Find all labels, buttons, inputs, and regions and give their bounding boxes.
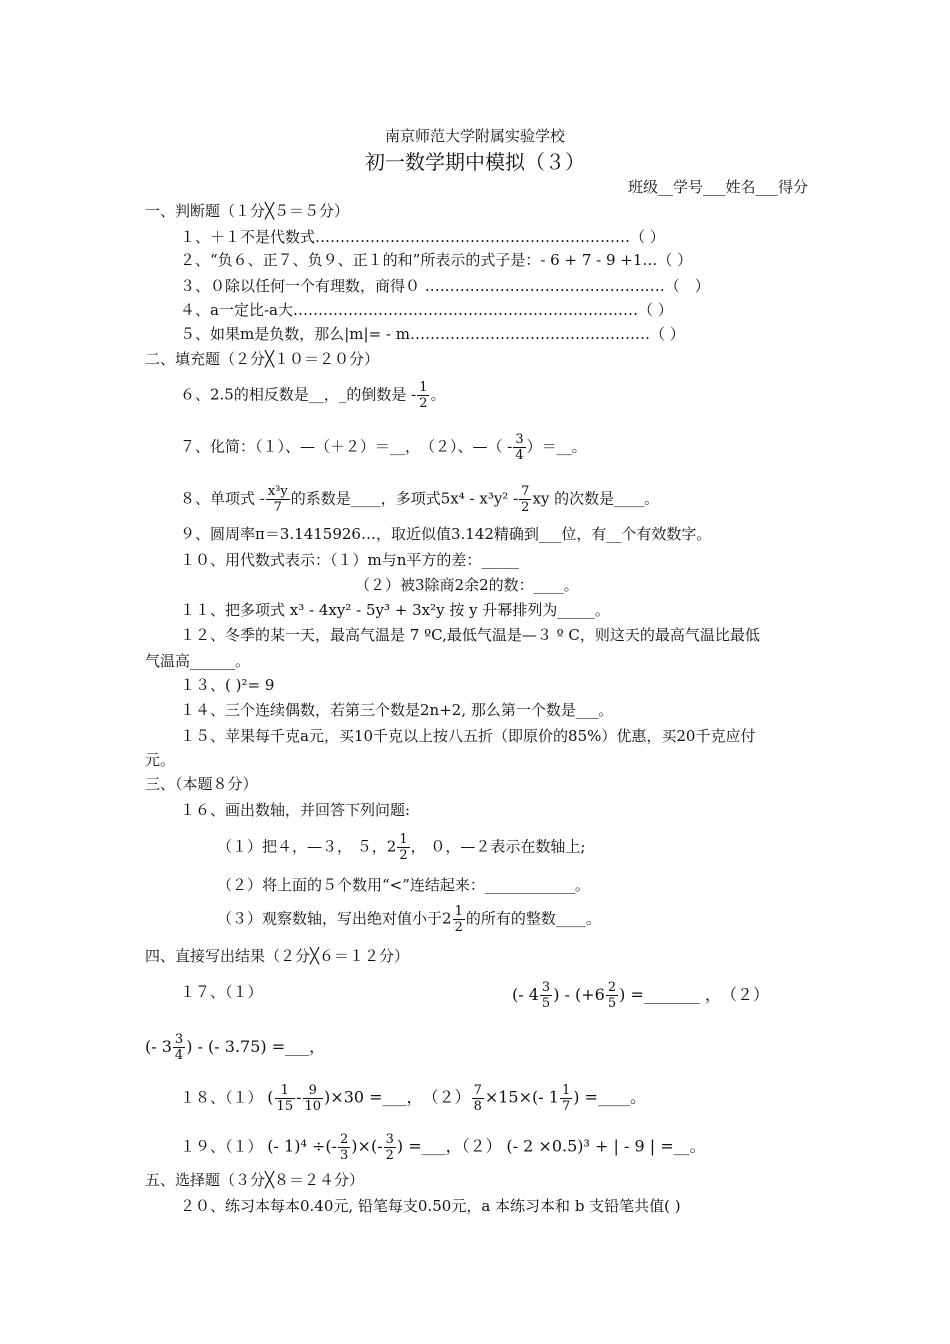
- fraction-monomial: $\frac{\text{x³y}}{7}$: [267, 484, 288, 515]
- section-2-heading: 二、填充题（２分╳１０＝２０分）: [145, 350, 380, 368]
- school-name: 南京师范大学附属实验学校: [384, 127, 565, 145]
- question-16-part-2: （２）将上面的５个数用“<”连结起来：____________。: [217, 876, 590, 894]
- page-title: 初一数学期中模拟（３）: [365, 150, 585, 174]
- fraction-two-fifths: $\frac{2}{5}$: [607, 980, 617, 1011]
- question-6-text: ６、2.5的相反数是__，_的倒数是 -: [180, 385, 417, 404]
- fraction-half: $\frac{1}{2}$: [454, 904, 463, 935]
- question-8: ８、单项式 - $\frac{\text{x³y}}{7}$ 的系数是____，多项式5x⁴ - x³y² - $\frac{7}{2}$ xy 的次数是____。: [180, 484, 660, 515]
- question-8-text: ８、单项式 -: [180, 489, 265, 508]
- section-3-heading: 三、（本题８分）: [145, 775, 258, 793]
- question-12-line-2: 气温高______。: [145, 652, 251, 670]
- question-16: １６、画出数轴，并回答下列问题:: [180, 801, 411, 819]
- fraction-half: $\frac{1}{2}$: [419, 380, 428, 411]
- question-16-part-3: （３）观察数轴，写出绝对值小于2 $\frac{1}{2}$ 的所有的整数____。: [217, 904, 601, 935]
- fraction-three-fifths: $\frac{3}{5}$: [541, 980, 551, 1011]
- mixed-number-whole: 2: [386, 837, 397, 856]
- question-5: ５、如果m是负数，那么|m|= - m…………………………………………（ ）: [180, 325, 685, 343]
- fraction-half: $\frac{1}{2}$: [399, 832, 408, 863]
- question-15-line-2: 元。: [145, 751, 176, 769]
- student-info-line: 班级__学号___姓名___得分: [627, 178, 808, 196]
- question-7-text: ７、化简：（１）、—（＋２）＝__， （２）、—（ -: [180, 437, 513, 456]
- question-10-part-1: １０、用代数式表示：（１）m与n平方的差：_____: [180, 551, 519, 569]
- question-11: １１、把多项式 x³ - 4xy² - 5y³ + 3x²y 按 y 升幂排列为_____。: [180, 601, 610, 619]
- question-14: １４、三个连续偶数，若第三个数是2n+2, 那么第一个数是___。: [180, 701, 614, 719]
- question-17-part-2: (- 3 $\frac{3}{4}$ ) - (- 3.75) =___，: [145, 1032, 326, 1063]
- fraction-one-seventh: $\frac{1}{7}$: [561, 1083, 571, 1114]
- question-3: ３、０除以任何一个有理数，商得０ …………………………………………（ ）: [180, 277, 710, 295]
- question-2: ２、“负６、正７、负９、正１的和”所表示的式子是：- 6 + 7 - 9 +1…（ ）: [180, 251, 693, 269]
- question-7: ７、化简：（１）、—（＋２）＝__， （２）、—（ - $\frac{3}{4}$ ）＝__。: [180, 432, 587, 463]
- question-17-part-1: (- 4 $\frac{3}{5}$ ) - (+6 $\frac{2}{5}$ ) =_______ ， （２）: [512, 980, 769, 1011]
- mixed-number-whole: 2: [442, 909, 452, 928]
- fraction-three-halves: $\frac{3}{2}$: [385, 1132, 394, 1163]
- question-15-line-1: １５、苹果每千克a元，买10千克以上按八五折（即原价的85%）优惠，买20千克应付: [180, 727, 756, 745]
- question-18: １８、（１） ( $\frac{1}{15}$ - $\frac{9}{10}$ )×30 =___， （２） $\frac{7}{8}$ ×15×(- 1 $\frac{1}{7}$ ) =____。: [180, 1083, 646, 1114]
- question-12-line-1: １２、冬季的某一天，最高气温是 7 ºC,最低气温是—３ º C，则这天的最高气温比最低: [180, 626, 760, 644]
- question-9: ９、圆周率π＝3.1415926…，取近似值3.142精确到___位，有__个有效数字。: [180, 525, 712, 543]
- fraction-one-fifteenth: $\frac{1}{15}$: [276, 1083, 294, 1114]
- fraction-seven-halves: $\frac{7}{2}$: [521, 484, 530, 515]
- question-1: １、＋１不是代数式………………………………………………………（ ）: [180, 228, 665, 246]
- fraction-three-quarters: $\frac{3}{4}$: [174, 1032, 184, 1063]
- question-4: ４、a一定比-a大……………………………………………………………（ ）: [180, 301, 673, 319]
- fraction-nine-tenths: $\frac{9}{10}$: [304, 1083, 322, 1114]
- question-6: ６、2.5的相反数是__，_的倒数是 - $\frac{1}{2}$ 。: [180, 380, 446, 411]
- question-13: １３、( )²= 9: [180, 676, 275, 694]
- question-19: １９、（１） (- 1)⁴ ÷(- $\frac{2}{3}$ )×(- $\frac{3}{2}$ ) =___，（２） (- 2 ×0.5)³ + | - 9 | =__。: [180, 1132, 706, 1163]
- fraction-three-quarters: $\frac{3}{4}$: [515, 432, 524, 463]
- question-20: ２０、练习本每本0.40元, 铅笔每支0.50元，a 本练习本和 b 支铅笔共值( ): [180, 1197, 681, 1215]
- question-17-label: １７、（１）: [180, 983, 263, 1001]
- question-10-part-2: （２）被3除商2余2的数：____。: [355, 576, 579, 594]
- fraction-two-thirds: $\frac{2}{3}$: [340, 1132, 349, 1163]
- section-5-heading: 五、选择题（３分╳８＝２４分）: [145, 1171, 365, 1189]
- section-4-heading: 四、直接写出结果（２分╳６＝１２分）: [145, 947, 410, 965]
- section-1-heading: 一、判断题（１分╳５＝５分）: [145, 202, 350, 220]
- fraction-seven-eighths: $\frac{7}{8}$: [473, 1083, 482, 1114]
- question-16-part-1: （１）把４，—３， ５，2 $\frac{1}{2}$ ， ０，—２表示在数轴上;: [217, 832, 586, 863]
